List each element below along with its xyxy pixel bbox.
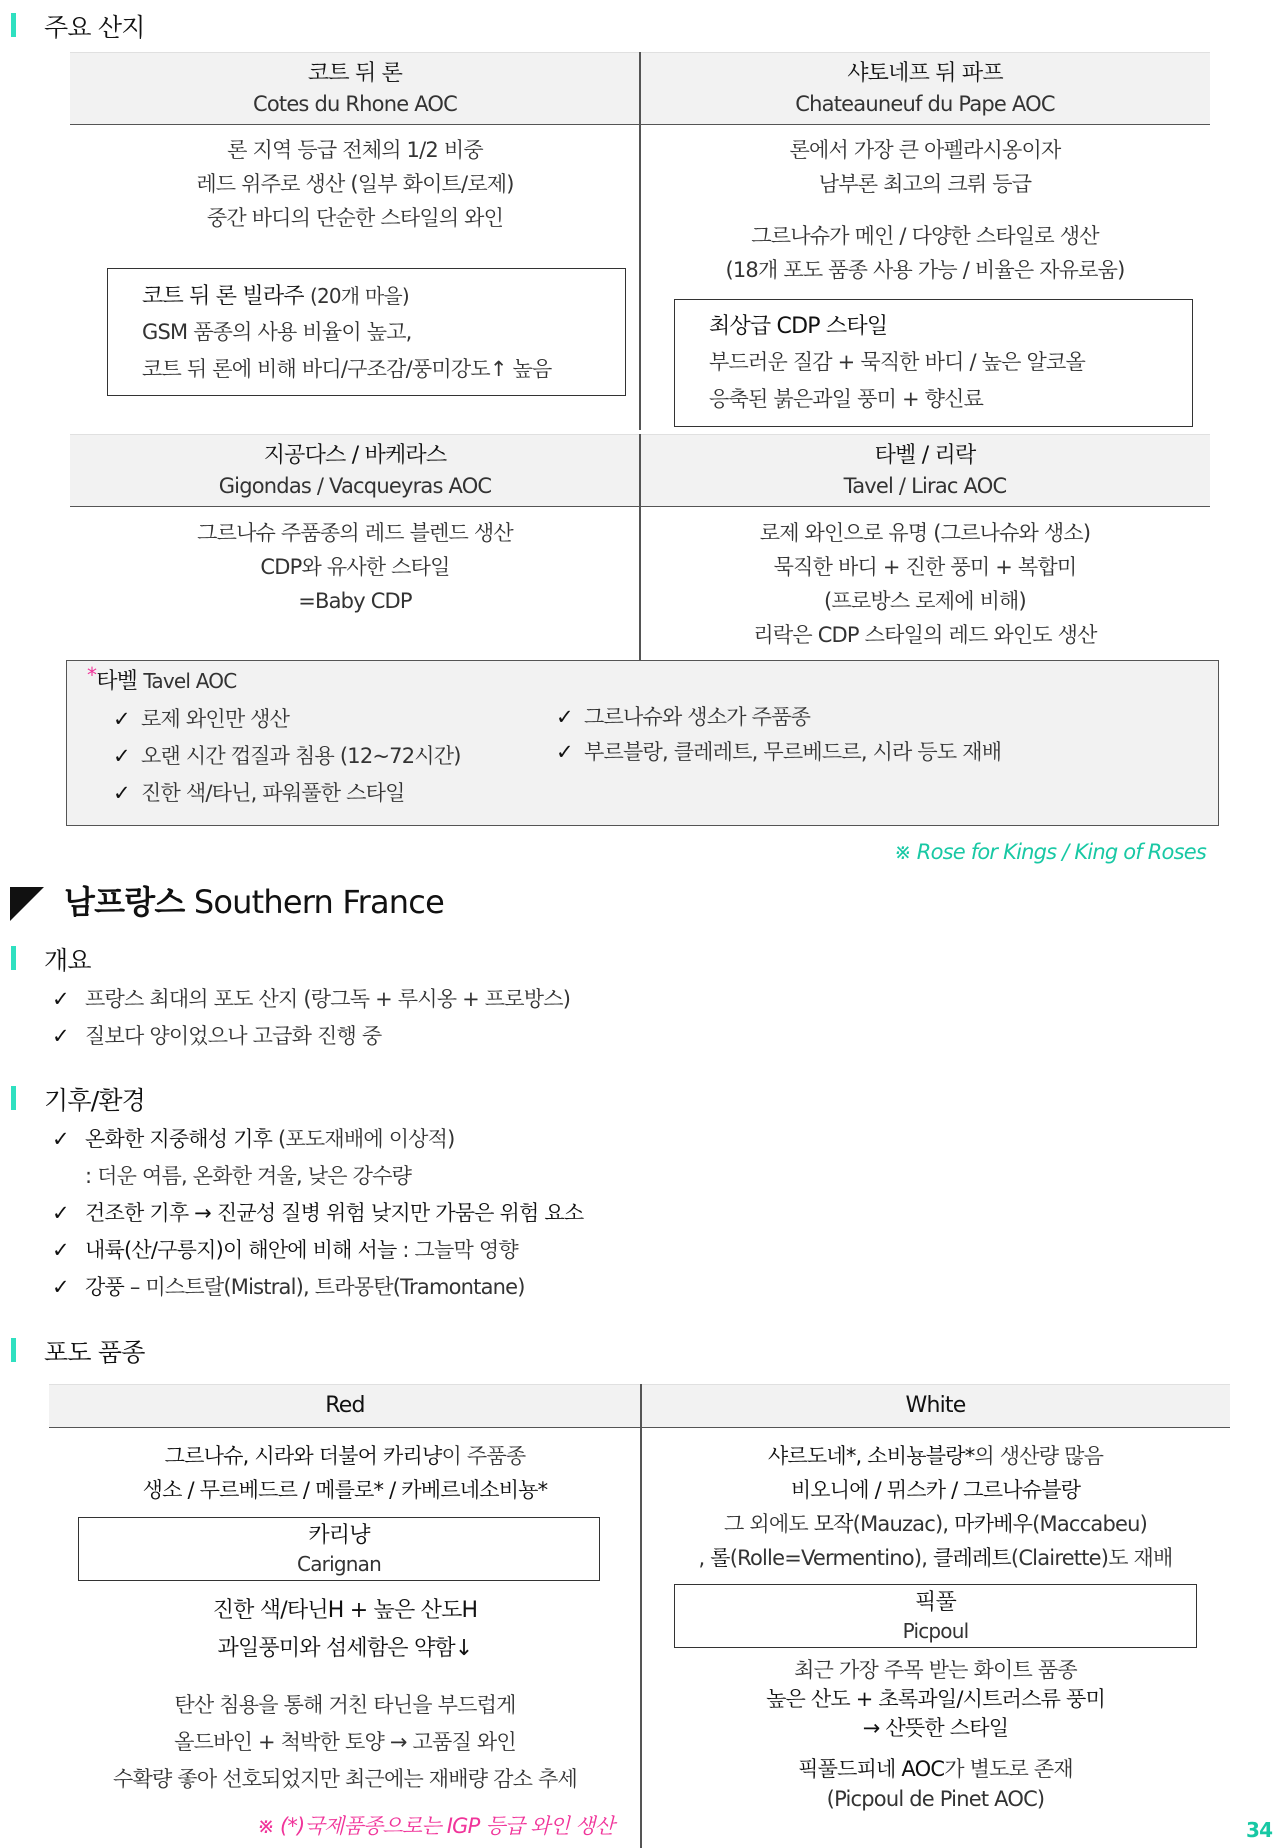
cdp-line: 그르나슈가 메인 / 다양한 스타일로 생산	[751, 224, 1099, 248]
gigondas-aoc: Gigondas / Vacqueyras AOC	[218, 474, 492, 498]
tavel-note-left-item: ✓ 오랜 시간 껍질과 침용 (12~72시간)	[113, 741, 461, 771]
overview-item: ✓ 프랑스 최대의 포도 산지 (랑그독 + 루시옹 + 프로방스)	[52, 984, 570, 1014]
white-line-bold: 픽풀드피네 AOC	[798, 1757, 945, 1781]
gigondas-header	[70, 441, 640, 501]
check-icon: ✓	[52, 987, 69, 1011]
gigondas-description	[70, 516, 640, 618]
check-icon: ✓	[52, 1275, 69, 1299]
climate-item: ✓ 내륙(산/구릉지)이 해안에 비해 서늘 : 그늘막 영향	[52, 1235, 518, 1265]
southern-title-en: Southern France	[193, 883, 444, 921]
cdp-aoc: Chateauneuf du Pape AOC	[795, 92, 1055, 116]
section-heading-main-regions: 주요 산지	[44, 13, 145, 42]
tavel-note-right-item: ✓ 그르나슈와 생소가 주품종	[556, 702, 810, 732]
check-icon: ✓	[52, 1201, 69, 1225]
cotes-description	[70, 133, 640, 235]
tavel-note-right-item: ✓ 부르블랑, 클레레트, 무르베드르, 시라 등도 재배	[556, 737, 1001, 767]
cdp-line: 남부론 최고의 크뤼 등급	[818, 172, 1032, 196]
grapes-heading: 포도 품종	[44, 1338, 145, 1367]
gigondas-name: 지공다스 / 바케라스	[263, 443, 447, 468]
carignan-box	[78, 1517, 600, 1581]
check-icon: ✓	[113, 744, 130, 768]
red-header: Red	[325, 1393, 365, 1418]
cotes-villages-line: 코트 뒤 론에 비해 바디/구조감/풍미강도↑ 높음	[142, 357, 552, 381]
climate-item: ✓ 온화한 지중해성 기후 (포도재배에 이상적)	[52, 1124, 455, 1154]
picpoul-en: Picpoul	[902, 1619, 969, 1643]
white-line: 그 외에도 모작(Mauzac), 마카베우(Maccabeu)	[723, 1512, 1148, 1536]
cotes-villages-line: GSM 품종의 사용 비율이 높고,	[142, 320, 412, 344]
check-icon: ✓	[52, 1024, 69, 1048]
check-icon: ✓	[113, 707, 130, 731]
cdp-name: 샤토네프 뒤 파프	[847, 61, 1003, 86]
carignan-en: Carignan	[297, 1552, 381, 1576]
cdp-line: (18개 포도 품종 사용 가능 / 비율은 자유로움)	[725, 258, 1125, 282]
white-line: 높은 산도 + 초록과일/시트러스류 풍미	[766, 1687, 1105, 1711]
check-icon: ✓	[556, 705, 573, 729]
southern-title-ko: 남프랑스	[64, 883, 185, 921]
tavel-line: 묵직한 바디 + 진한 풍미 + 복합미	[773, 555, 1077, 579]
gigondas-line: =Baby CDP	[298, 589, 412, 613]
white-line: , 롤(Rolle=Vermentino), 클레레트(Clairette)도 재배	[698, 1546, 1173, 1570]
tavel-description	[640, 516, 1210, 652]
tavel-line: 리락은 CDP 스타일의 레드 와인도 생산	[753, 623, 1097, 647]
white-line: 의 생산량 많음	[974, 1444, 1104, 1468]
cotes-villages-title: 코트 뒤 론 빌라주	[142, 284, 304, 309]
red-line-bold: 그르나슈, 시라와 더불어 카리냥	[164, 1444, 442, 1468]
cdp-header	[640, 59, 1210, 119]
tavel-note-box	[66, 660, 1219, 826]
red-line: 생소 / 무르베드르 / 메를로* / 카베르네소비뇽*	[142, 1478, 548, 1502]
tavel-line: 로제 와인으로 유명 (그르나슈와 생소)	[759, 521, 1091, 545]
section-marker	[11, 946, 16, 970]
red-intro	[49, 1439, 641, 1507]
gigondas-line: CDP와 유사한 스타일	[260, 555, 450, 579]
section-marker	[11, 13, 16, 37]
cdp-style-box	[674, 299, 1193, 427]
carignan-ko: 카리냥	[308, 1523, 370, 1548]
cotes-aoc: Cotes du Rhone AOC	[252, 92, 458, 116]
tavel-name: 타벨 / 리락	[874, 443, 976, 468]
overview-item: ✓ 질보다 양이었으나 고급화 진행 중	[52, 1021, 381, 1051]
check-icon: ✓	[556, 740, 573, 764]
tavel-header	[640, 441, 1210, 501]
white-line: → 산뜻한 스타일	[862, 1716, 1009, 1740]
check-icon: ✓	[52, 1238, 69, 1262]
white-line-bold: 샤르도네*, 소비뇽블랑*	[767, 1444, 975, 1468]
red-line: 진한 색/타닌H + 높은 산도H	[212, 1598, 478, 1623]
cdp-style-line: 응축된 붉은과일 풍미 + 향신료	[709, 387, 984, 411]
red-line: 올드바인 + 척박한 토양 → 고품질 와인	[174, 1730, 516, 1754]
climate-heading: 기후/환경	[44, 1086, 146, 1115]
picpoul-box	[674, 1584, 1197, 1648]
cotes-line: 레드 위주로 생산 (일부 화이트/로제)	[196, 172, 514, 196]
cdp-description	[640, 133, 1210, 201]
red-line: 탄산 침용을 통해 거친 타닌을 부드럽게	[174, 1693, 516, 1717]
red-line: 이 주품종	[441, 1444, 526, 1468]
tavel-note-title-ko: 타벨	[96, 669, 138, 694]
red-line: 과일풍미와 섬세함은 약함↓	[217, 1636, 473, 1661]
cdp-style-line: 부드러운 질감 + 묵직한 바디 / 높은 알코올	[709, 350, 1085, 374]
white-line: 최근 가장 주목 받는 화이트 품종	[794, 1658, 1077, 1682]
cotes-line: 중간 바디의 단순한 스타일의 와인	[206, 206, 504, 230]
section-marker	[11, 1338, 16, 1362]
climate-sub-item: : 더운 여름, 온화한 겨울, 낮은 강수량	[85, 1164, 412, 1188]
tavel-note-left-item: ✓ 로제 와인만 생산	[113, 704, 289, 734]
section-triangle-icon	[10, 887, 44, 921]
cotes-villages-note: (20개 마을)	[309, 284, 409, 308]
white-line: (Picpoul de Pinet AOC)	[826, 1787, 1045, 1811]
igp-note: ※ (*)국제품종으로는 IGP 등급 와인 생산	[257, 1814, 614, 1838]
cotes-line: 론 지역 등급 전체의 1/2 비중	[227, 138, 483, 162]
rose-note: ※ Rose for Kings / King of Roses	[894, 840, 1206, 864]
southern-france-title	[64, 880, 444, 924]
cotes-name: 코트 뒤 론	[307, 61, 403, 86]
picpoul-ko: 픽풀	[915, 1590, 956, 1615]
tavel-note-title-en: Tavel AOC	[143, 669, 237, 693]
red-line: 수확량 좋아 선호되었지만 최근에는 재배량 감소 추세	[113, 1767, 577, 1791]
gigondas-line: 그르나슈 주품종의 레드 블렌드 생산	[197, 521, 513, 545]
picpoul-de-pinet	[641, 1754, 1230, 1814]
cotes-header	[70, 59, 640, 119]
tavel-note-title	[87, 665, 236, 698]
cdp-style-title: 최상급 CDP 스타일	[709, 314, 888, 339]
tavel-line: (프로방스 로제에 비해)	[824, 589, 1026, 613]
section-marker	[11, 1086, 16, 1110]
white-line: 가 별도로 존재	[944, 1757, 1073, 1781]
tavel-note-star: *	[87, 663, 97, 687]
white-line: 비오니에 / 뮈스카 / 그르나슈블랑	[790, 1478, 1081, 1502]
page-number: 34	[1246, 1818, 1273, 1842]
climate-item: ✓ 강풍 – 미스트랄(Mistral), 트라몽탄(Tramontane)	[52, 1272, 525, 1302]
white-header: White	[905, 1393, 966, 1418]
check-icon: ✓	[52, 1127, 69, 1151]
cdp-description-2	[640, 219, 1210, 287]
tavel-aoc: Tavel / Lirac AOC	[843, 474, 1007, 498]
overview-heading: 개요	[44, 946, 91, 975]
white-intro	[641, 1439, 1230, 1575]
cotes-villages-box	[107, 268, 626, 396]
cdp-line: 론에서 가장 큰 아펠라시옹이자	[789, 138, 1061, 162]
climate-item: ✓ 건조한 기후 → 진균성 질병 위험 낮지만 가뭄은 위험 요소	[52, 1198, 583, 1228]
tavel-note-left-item: ✓ 진한 색/타닌, 파워풀한 스타일	[113, 778, 405, 808]
check-icon: ✓	[113, 781, 130, 805]
carignan-traits	[49, 1592, 641, 1668]
picpoul-notes	[641, 1656, 1230, 1743]
carignan-notes	[49, 1687, 641, 1798]
